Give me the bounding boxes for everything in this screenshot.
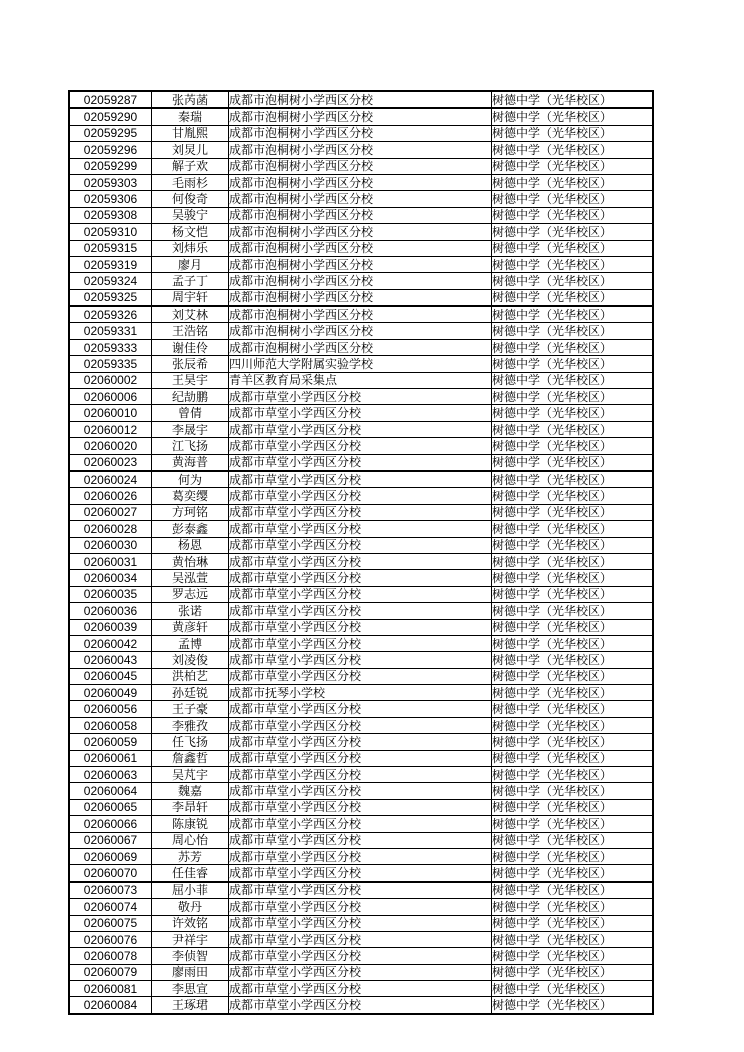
school-cell: 成都市草堂小学西区分校 <box>229 668 492 684</box>
student-name-cell: 尹祥宇 <box>152 931 229 947</box>
student-id-cell: 02060039 <box>69 619 152 635</box>
student-name-cell: 李昂轩 <box>152 799 229 815</box>
destination-cell: 树德中学（光华校区） <box>492 174 654 190</box>
destination-cell: 树德中学（光华校区） <box>492 108 654 125</box>
destination-cell: 树德中学（光华校区） <box>492 91 654 108</box>
school-cell: 成都市草堂小学西区分校 <box>229 799 492 815</box>
table-row <box>69 356 653 372</box>
school-cell: 成都市草堂小学西区分校 <box>229 504 492 520</box>
school-cell: 成都市泡桐树小学西区分校 <box>229 91 492 108</box>
student-name-cell: 孙廷锐 <box>152 685 229 701</box>
table-row <box>69 521 653 537</box>
table-row <box>69 537 653 553</box>
destination-cell: 树德中学（光华校区） <box>492 389 654 405</box>
student-id-cell: 02059333 <box>69 339 152 355</box>
destination-cell: 树德中学（光华校区） <box>492 323 654 339</box>
table-row <box>69 91 653 108</box>
student-id-cell: 02060076 <box>69 931 152 947</box>
student-id-cell: 02060073 <box>69 882 152 899</box>
student-id-cell: 02060084 <box>69 997 152 1014</box>
school-cell: 成都市草堂小学西区分校 <box>229 734 492 750</box>
student-id-cell: 02060026 <box>69 488 152 504</box>
student-id-cell: 02060023 <box>69 454 152 471</box>
student-id-cell: 02060058 <box>69 717 152 733</box>
school-cell: 成都市泡桐树小学西区分校 <box>229 108 492 125</box>
table-row <box>69 339 653 355</box>
student-id-cell: 02060042 <box>69 635 152 651</box>
student-id-cell: 02060020 <box>69 438 152 454</box>
destination-cell: 树德中学（光华校区） <box>492 799 654 815</box>
school-cell: 成都市泡桐树小学西区分校 <box>229 125 492 141</box>
destination-cell: 树德中学（光华校区） <box>492 635 654 651</box>
school-cell: 成都市草堂小学西区分校 <box>229 471 492 488</box>
table-row <box>69 108 653 125</box>
destination-cell: 树德中学（光华校区） <box>492 256 654 272</box>
school-cell: 成都市泡桐树小学西区分校 <box>229 207 492 223</box>
destination-cell: 树德中学（光华校区） <box>492 981 654 997</box>
school-cell: 成都市草堂小学西区分校 <box>229 865 492 882</box>
destination-cell: 树德中学（光华校区） <box>492 652 654 668</box>
student-name-cell: 刘炜乐 <box>152 240 229 256</box>
student-name-cell: 谢佳伶 <box>152 339 229 355</box>
school-cell: 成都市泡桐树小学西区分校 <box>229 339 492 355</box>
student-id-cell: 02059290 <box>69 108 152 125</box>
student-name-cell: 王浩铭 <box>152 323 229 339</box>
table-row <box>69 915 653 931</box>
destination-cell: 树德中学（光华校区） <box>492 142 654 158</box>
school-cell: 成都市草堂小学西区分校 <box>229 783 492 799</box>
student-id-cell: 02059315 <box>69 240 152 256</box>
student-id-cell: 02060070 <box>69 865 152 882</box>
school-cell: 成都市草堂小学西区分校 <box>229 488 492 504</box>
school-cell: 成都市泡桐树小学西区分校 <box>229 273 492 289</box>
school-cell: 成都市草堂小学西区分校 <box>229 537 492 553</box>
table-row <box>69 734 653 750</box>
destination-cell: 树德中学（光华校区） <box>492 240 654 256</box>
table-row <box>69 421 653 437</box>
table-row <box>69 981 653 997</box>
student-id-cell: 02059295 <box>69 125 152 141</box>
student-name-cell: 何俊奇 <box>152 191 229 207</box>
destination-cell: 树德中学（光华校区） <box>492 865 654 882</box>
table-row <box>69 619 653 635</box>
student-name-cell: 李晟宇 <box>152 421 229 437</box>
table-row <box>69 931 653 947</box>
table-row <box>69 207 653 223</box>
school-cell: 成都市草堂小学西区分校 <box>229 767 492 783</box>
table-row <box>69 783 653 799</box>
destination-cell: 树德中学（光华校区） <box>492 717 654 733</box>
student-id-cell: 02060065 <box>69 799 152 815</box>
table-row <box>69 323 653 339</box>
student-id-cell: 02060049 <box>69 685 152 701</box>
destination-cell: 树德中学（光华校区） <box>492 125 654 141</box>
student-name-cell: 彭泰鑫 <box>152 521 229 537</box>
school-cell: 青羊区教育局采集点 <box>229 372 492 388</box>
destination-cell: 树德中学（光华校区） <box>492 783 654 799</box>
destination-cell: 树德中学（光华校区） <box>492 767 654 783</box>
school-cell: 成都市草堂小学西区分校 <box>229 899 492 915</box>
student-id-cell: 02059319 <box>69 256 152 272</box>
table-row <box>69 273 653 289</box>
student-id-cell: 02060043 <box>69 652 152 668</box>
destination-cell: 树德中学（光华校区） <box>492 372 654 388</box>
student-id-cell: 02060075 <box>69 915 152 931</box>
school-cell: 成都市草堂小学西区分校 <box>229 586 492 602</box>
destination-cell: 树德中学（光华校区） <box>492 882 654 899</box>
table-row <box>69 997 653 1014</box>
student-name-cell: 吴骏宁 <box>152 207 229 223</box>
student-id-cell: 02060031 <box>69 553 152 569</box>
student-id-cell: 02059325 <box>69 289 152 306</box>
student-name-cell: 纪劼鹏 <box>152 389 229 405</box>
student-name-cell: 任飞扬 <box>152 734 229 750</box>
student-name-cell: 魏嘉 <box>152 783 229 799</box>
destination-cell: 树德中学（光华校区） <box>492 948 654 964</box>
student-name-cell: 屈小菲 <box>152 882 229 899</box>
table-row <box>69 174 653 190</box>
student-name-cell: 孟子丁 <box>152 273 229 289</box>
student-name-cell: 杨文恺 <box>152 224 229 240</box>
table-row <box>69 553 653 569</box>
student-name-cell: 吴泓萱 <box>152 570 229 586</box>
table-row <box>69 964 653 980</box>
student-name-cell: 曾倩 <box>152 405 229 421</box>
student-id-cell: 02060074 <box>69 899 152 915</box>
school-cell: 成都市泡桐树小学西区分校 <box>229 174 492 190</box>
destination-cell: 树德中学（光华校区） <box>492 537 654 553</box>
table-row <box>69 635 653 651</box>
school-cell: 成都市抚琴小学校 <box>229 685 492 701</box>
table-row <box>69 816 653 832</box>
destination-cell: 树德中学（光华校区） <box>492 488 654 504</box>
destination-cell: 树德中学（光华校区） <box>492 915 654 931</box>
student-name-cell: 葛奕缨 <box>152 488 229 504</box>
student-id-cell: 02059308 <box>69 207 152 223</box>
student-id-cell: 02059324 <box>69 273 152 289</box>
destination-cell: 树德中学（光华校区） <box>492 931 654 947</box>
destination-cell: 树德中学（光华校区） <box>492 816 654 832</box>
student-id-cell: 02060035 <box>69 586 152 602</box>
student-name-cell: 洪柏艺 <box>152 668 229 684</box>
student-id-cell: 02060061 <box>69 750 152 766</box>
school-cell: 成都市草堂小学西区分校 <box>229 750 492 766</box>
destination-cell: 树德中学（光华校区） <box>492 619 654 635</box>
student-id-cell: 02060063 <box>69 767 152 783</box>
school-cell: 成都市泡桐树小学西区分校 <box>229 323 492 339</box>
destination-cell: 树德中学（光华校区） <box>492 438 654 454</box>
table-row <box>69 471 653 488</box>
destination-cell: 树德中学（光华校区） <box>492 685 654 701</box>
school-cell: 成都市泡桐树小学西区分校 <box>229 289 492 306</box>
destination-cell: 树德中学（光华校区） <box>492 191 654 207</box>
destination-cell: 树德中学（光华校区） <box>492 997 654 1014</box>
table-row <box>69 372 653 388</box>
table-row <box>69 750 653 766</box>
school-cell: 成都市草堂小学西区分校 <box>229 454 492 471</box>
destination-cell: 树德中学（光华校区） <box>492 471 654 488</box>
destination-cell: 树德中学（光华校区） <box>492 848 654 864</box>
destination-cell: 树德中学（光华校区） <box>492 603 654 619</box>
admission-list-table <box>68 90 654 1015</box>
table-row <box>69 240 653 256</box>
student-name-cell: 许效铭 <box>152 915 229 931</box>
student-name-cell: 杨恩 <box>152 537 229 553</box>
school-cell: 成都市草堂小学西区分校 <box>229 405 492 421</box>
student-name-cell: 黄海普 <box>152 454 229 471</box>
destination-cell: 树德中学（光华校区） <box>492 356 654 372</box>
school-cell: 成都市泡桐树小学西区分校 <box>229 306 492 323</box>
school-cell: 成都市草堂小学西区分校 <box>229 717 492 733</box>
student-name-cell: 罗志远 <box>152 586 229 602</box>
table-row <box>69 899 653 915</box>
table-row <box>69 685 653 701</box>
school-cell: 成都市泡桐树小学西区分校 <box>229 240 492 256</box>
student-name-cell: 陈康锐 <box>152 816 229 832</box>
destination-cell: 树德中学（光华校区） <box>492 570 654 586</box>
table-row <box>69 289 653 306</box>
student-id-cell: 02059331 <box>69 323 152 339</box>
destination-cell: 树德中学（光华校区） <box>492 306 654 323</box>
table-row <box>69 142 653 158</box>
destination-cell: 树德中学（光华校区） <box>492 521 654 537</box>
student-id-cell: 02060027 <box>69 504 152 520</box>
table-row <box>69 224 653 240</box>
student-name-cell: 李思宣 <box>152 981 229 997</box>
destination-cell: 树德中学（光华校区） <box>492 224 654 240</box>
student-name-cell: 敬丹 <box>152 899 229 915</box>
student-id-cell: 02060002 <box>69 372 152 388</box>
student-name-cell: 黄怡琳 <box>152 553 229 569</box>
student-id-cell: 02060030 <box>69 537 152 553</box>
student-id-cell: 02060024 <box>69 471 152 488</box>
student-name-cell: 孟博 <box>152 635 229 651</box>
destination-cell: 树德中学（光华校区） <box>492 405 654 421</box>
student-name-cell: 秦瑞 <box>152 108 229 125</box>
destination-cell: 树德中学（光华校区） <box>492 586 654 602</box>
table-row <box>69 438 653 454</box>
school-cell: 四川师范大学附属实验学校 <box>229 356 492 372</box>
student-name-cell: 毛雨杉 <box>152 174 229 190</box>
student-name-cell: 任佳睿 <box>152 865 229 882</box>
student-name-cell: 苏芳 <box>152 848 229 864</box>
table-row <box>69 865 653 882</box>
destination-cell: 树德中学（光华校区） <box>492 158 654 174</box>
student-name-cell: 李侦智 <box>152 948 229 964</box>
admission-list-body <box>69 91 653 1014</box>
table-row <box>69 848 653 864</box>
table-row <box>69 603 653 619</box>
student-id-cell: 02059287 <box>69 91 152 108</box>
table-row <box>69 570 653 586</box>
destination-cell: 树德中学（光华校区） <box>492 734 654 750</box>
student-id-cell: 02060006 <box>69 389 152 405</box>
school-cell: 成都市泡桐树小学西区分校 <box>229 256 492 272</box>
student-name-cell: 张诺 <box>152 603 229 619</box>
school-cell: 成都市草堂小学西区分校 <box>229 652 492 668</box>
table-row <box>69 652 653 668</box>
school-cell: 成都市草堂小学西区分校 <box>229 553 492 569</box>
school-cell: 成都市泡桐树小学西区分校 <box>229 224 492 240</box>
table-row <box>69 701 653 717</box>
student-id-cell: 02060045 <box>69 668 152 684</box>
student-name-cell: 刘凌俊 <box>152 652 229 668</box>
table-row <box>69 488 653 504</box>
table-row <box>69 191 653 207</box>
table-row <box>69 158 653 174</box>
student-name-cell: 廖雨田 <box>152 964 229 980</box>
table-row <box>69 306 653 323</box>
student-id-cell: 02060028 <box>69 521 152 537</box>
student-id-cell: 02059335 <box>69 356 152 372</box>
table-row <box>69 504 653 520</box>
student-id-cell: 02060081 <box>69 981 152 997</box>
student-name-cell: 吴芃宇 <box>152 767 229 783</box>
student-id-cell: 02059326 <box>69 306 152 323</box>
student-name-cell: 黄彦轩 <box>152 619 229 635</box>
student-id-cell: 02060079 <box>69 964 152 980</box>
student-name-cell: 张辰希 <box>152 356 229 372</box>
school-cell: 成都市草堂小学西区分校 <box>229 931 492 947</box>
school-cell: 成都市草堂小学西区分校 <box>229 816 492 832</box>
table-row <box>69 405 653 421</box>
student-name-cell: 江飞扬 <box>152 438 229 454</box>
destination-cell: 树德中学（光华校区） <box>492 339 654 355</box>
table-row <box>69 389 653 405</box>
school-cell: 成都市泡桐树小学西区分校 <box>229 191 492 207</box>
table-row <box>69 454 653 471</box>
destination-cell: 树德中学（光华校区） <box>492 289 654 306</box>
student-id-cell: 02060059 <box>69 734 152 750</box>
student-id-cell: 02060064 <box>69 783 152 799</box>
student-name-cell: 甘胤熙 <box>152 125 229 141</box>
school-cell: 成都市草堂小学西区分校 <box>229 421 492 437</box>
student-name-cell: 王昊宇 <box>152 372 229 388</box>
student-id-cell: 02060012 <box>69 421 152 437</box>
student-id-cell: 02059299 <box>69 158 152 174</box>
table-row <box>69 717 653 733</box>
student-id-cell: 02060066 <box>69 816 152 832</box>
destination-cell: 树德中学（光华校区） <box>492 504 654 520</box>
student-id-cell: 02059306 <box>69 191 152 207</box>
table-row <box>69 256 653 272</box>
school-cell: 成都市草堂小学西区分校 <box>229 635 492 651</box>
school-cell: 成都市草堂小学西区分校 <box>229 948 492 964</box>
student-id-cell: 02059310 <box>69 224 152 240</box>
destination-cell: 树德中学（光华校区） <box>492 750 654 766</box>
school-cell: 成都市草堂小学西区分校 <box>229 701 492 717</box>
table-row <box>69 882 653 899</box>
student-name-cell: 王琢珺 <box>152 997 229 1014</box>
student-name-cell: 詹鑫哲 <box>152 750 229 766</box>
student-name-cell: 刘艾林 <box>152 306 229 323</box>
school-cell: 成都市草堂小学西区分校 <box>229 848 492 864</box>
student-name-cell: 周宇轩 <box>152 289 229 306</box>
school-cell: 成都市草堂小学西区分校 <box>229 981 492 997</box>
destination-cell: 树德中学（光华校区） <box>492 701 654 717</box>
student-name-cell: 周心怡 <box>152 832 229 848</box>
student-id-cell: 02060067 <box>69 832 152 848</box>
school-cell: 成都市草堂小学西区分校 <box>229 389 492 405</box>
school-cell: 成都市草堂小学西区分校 <box>229 570 492 586</box>
student-id-cell: 02060078 <box>69 948 152 964</box>
student-id-cell: 02059296 <box>69 142 152 158</box>
student-id-cell: 02060010 <box>69 405 152 421</box>
school-cell: 成都市草堂小学西区分校 <box>229 832 492 848</box>
table-row <box>69 125 653 141</box>
table-row <box>69 799 653 815</box>
destination-cell: 树德中学（光华校区） <box>492 421 654 437</box>
destination-cell: 树德中学（光华校区） <box>492 207 654 223</box>
school-cell: 成都市草堂小学西区分校 <box>229 521 492 537</box>
student-id-cell: 02060034 <box>69 570 152 586</box>
table-row <box>69 832 653 848</box>
school-cell: 成都市草堂小学西区分校 <box>229 619 492 635</box>
student-name-cell: 刘炅儿 <box>152 142 229 158</box>
destination-cell: 树德中学（光华校区） <box>492 273 654 289</box>
student-id-cell: 02060056 <box>69 701 152 717</box>
student-name-cell: 方珂铭 <box>152 504 229 520</box>
student-name-cell: 解子欢 <box>152 158 229 174</box>
school-cell: 成都市草堂小学西区分校 <box>229 438 492 454</box>
table-row <box>69 948 653 964</box>
student-name-cell: 何为 <box>152 471 229 488</box>
destination-cell: 树德中学（光华校区） <box>492 553 654 569</box>
destination-cell: 树德中学（光华校区） <box>492 832 654 848</box>
table-row <box>69 767 653 783</box>
destination-cell: 树德中学（光华校区） <box>492 899 654 915</box>
table-row <box>69 586 653 602</box>
school-cell: 成都市草堂小学西区分校 <box>229 882 492 899</box>
student-id-cell: 02060069 <box>69 848 152 864</box>
student-name-cell: 廖月 <box>152 256 229 272</box>
student-name-cell: 张芮菡 <box>152 91 229 108</box>
destination-cell: 树德中学（光华校区） <box>492 454 654 471</box>
school-cell: 成都市泡桐树小学西区分校 <box>229 142 492 158</box>
school-cell: 成都市泡桐树小学西区分校 <box>229 158 492 174</box>
student-name-cell: 王子豪 <box>152 701 229 717</box>
school-cell: 成都市草堂小学西区分校 <box>229 915 492 931</box>
student-id-cell: 02060036 <box>69 603 152 619</box>
school-cell: 成都市草堂小学西区分校 <box>229 997 492 1014</box>
student-id-cell: 02059303 <box>69 174 152 190</box>
destination-cell: 树德中学（光华校区） <box>492 964 654 980</box>
destination-cell: 树德中学（光华校区） <box>492 668 654 684</box>
student-name-cell: 李雅孜 <box>152 717 229 733</box>
school-cell: 成都市草堂小学西区分校 <box>229 964 492 980</box>
table-row <box>69 668 653 684</box>
school-cell: 成都市草堂小学西区分校 <box>229 603 492 619</box>
